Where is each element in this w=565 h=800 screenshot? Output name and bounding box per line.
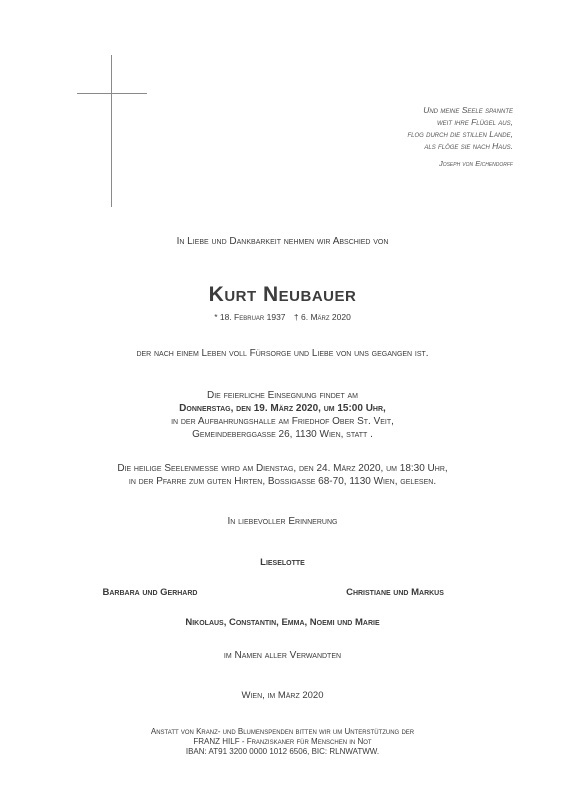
mass-block <box>0 462 565 488</box>
family-grandchildren: Nikolaus, Constantin, Emma, Noemi und Marie <box>185 617 380 628</box>
poem-line: als flöge sie nach Haus. <box>424 141 513 151</box>
mass-line: in der Pfarre zum guten Hirten, Bossigasse 68-70, 1130 Wien, gelesen. <box>128 476 437 487</box>
poem-line: Und meine Seele spannte <box>423 105 513 115</box>
footer-note <box>0 727 565 757</box>
blessing-line: in der Aufbahrungshalle am Friedhof Ober St. Veit, <box>171 416 394 427</box>
birth-date: * 18. Februar 1937 <box>214 312 286 322</box>
blessing-line: Gemeindeberggasse 26, 1130 Wien, statt . <box>192 429 373 440</box>
blessing-date: Donnerstag, den 19. März 2020, um 15:00 Uhr, <box>179 403 386 414</box>
memory-text: In liebevoller Erinnerung <box>227 516 338 527</box>
mass-line: Die heilige Seelenmesse wird am Dienstag, den 24. März 2020, um 18:30 Uhr, <box>117 463 448 474</box>
description-text: der nach einem Leben voll Fürsorge und Liebe von uns gegangen ist. <box>136 348 429 359</box>
footer-line: FRANZ HILF - Franziskaner für Menschen in Not <box>193 737 372 746</box>
blessing-block <box>0 389 565 441</box>
poem-line: flog durch die stillen Lande, <box>407 129 513 139</box>
footer-line: Anstatt von Kranz- und Blumenspenden bitten wir um Unterstützung der <box>150 727 415 736</box>
family-right: Christiane und Markus <box>346 587 444 598</box>
poem-author: Joseph von Eichendorff <box>438 159 513 168</box>
place-date: Wien, im März 2020 <box>241 690 324 701</box>
cross-icon-bar <box>77 93 147 94</box>
poem <box>273 104 513 170</box>
intro-text: In Liebe und Dankbarkeit nehmen wir Abschied von <box>176 236 389 247</box>
family-left: Barbara und Gerhard <box>102 587 198 598</box>
life-dates <box>0 312 565 322</box>
family-first: Lieselotte <box>260 557 305 568</box>
cross-icon <box>111 55 112 207</box>
deceased-name: Kurt Neubauer <box>208 283 357 306</box>
poem-line: weit ihre Flügel aus, <box>437 117 513 127</box>
blessing-line: Die feierliche Einsegnung findet am <box>206 390 359 401</box>
relatives-text: im Namen aller Verwandten <box>223 650 342 661</box>
footer-line: IBAN: AT91 3200 0000 1012 6506, BIC: RLNWATWW. <box>185 747 380 756</box>
death-date: † 6. März 2020 <box>293 312 351 322</box>
